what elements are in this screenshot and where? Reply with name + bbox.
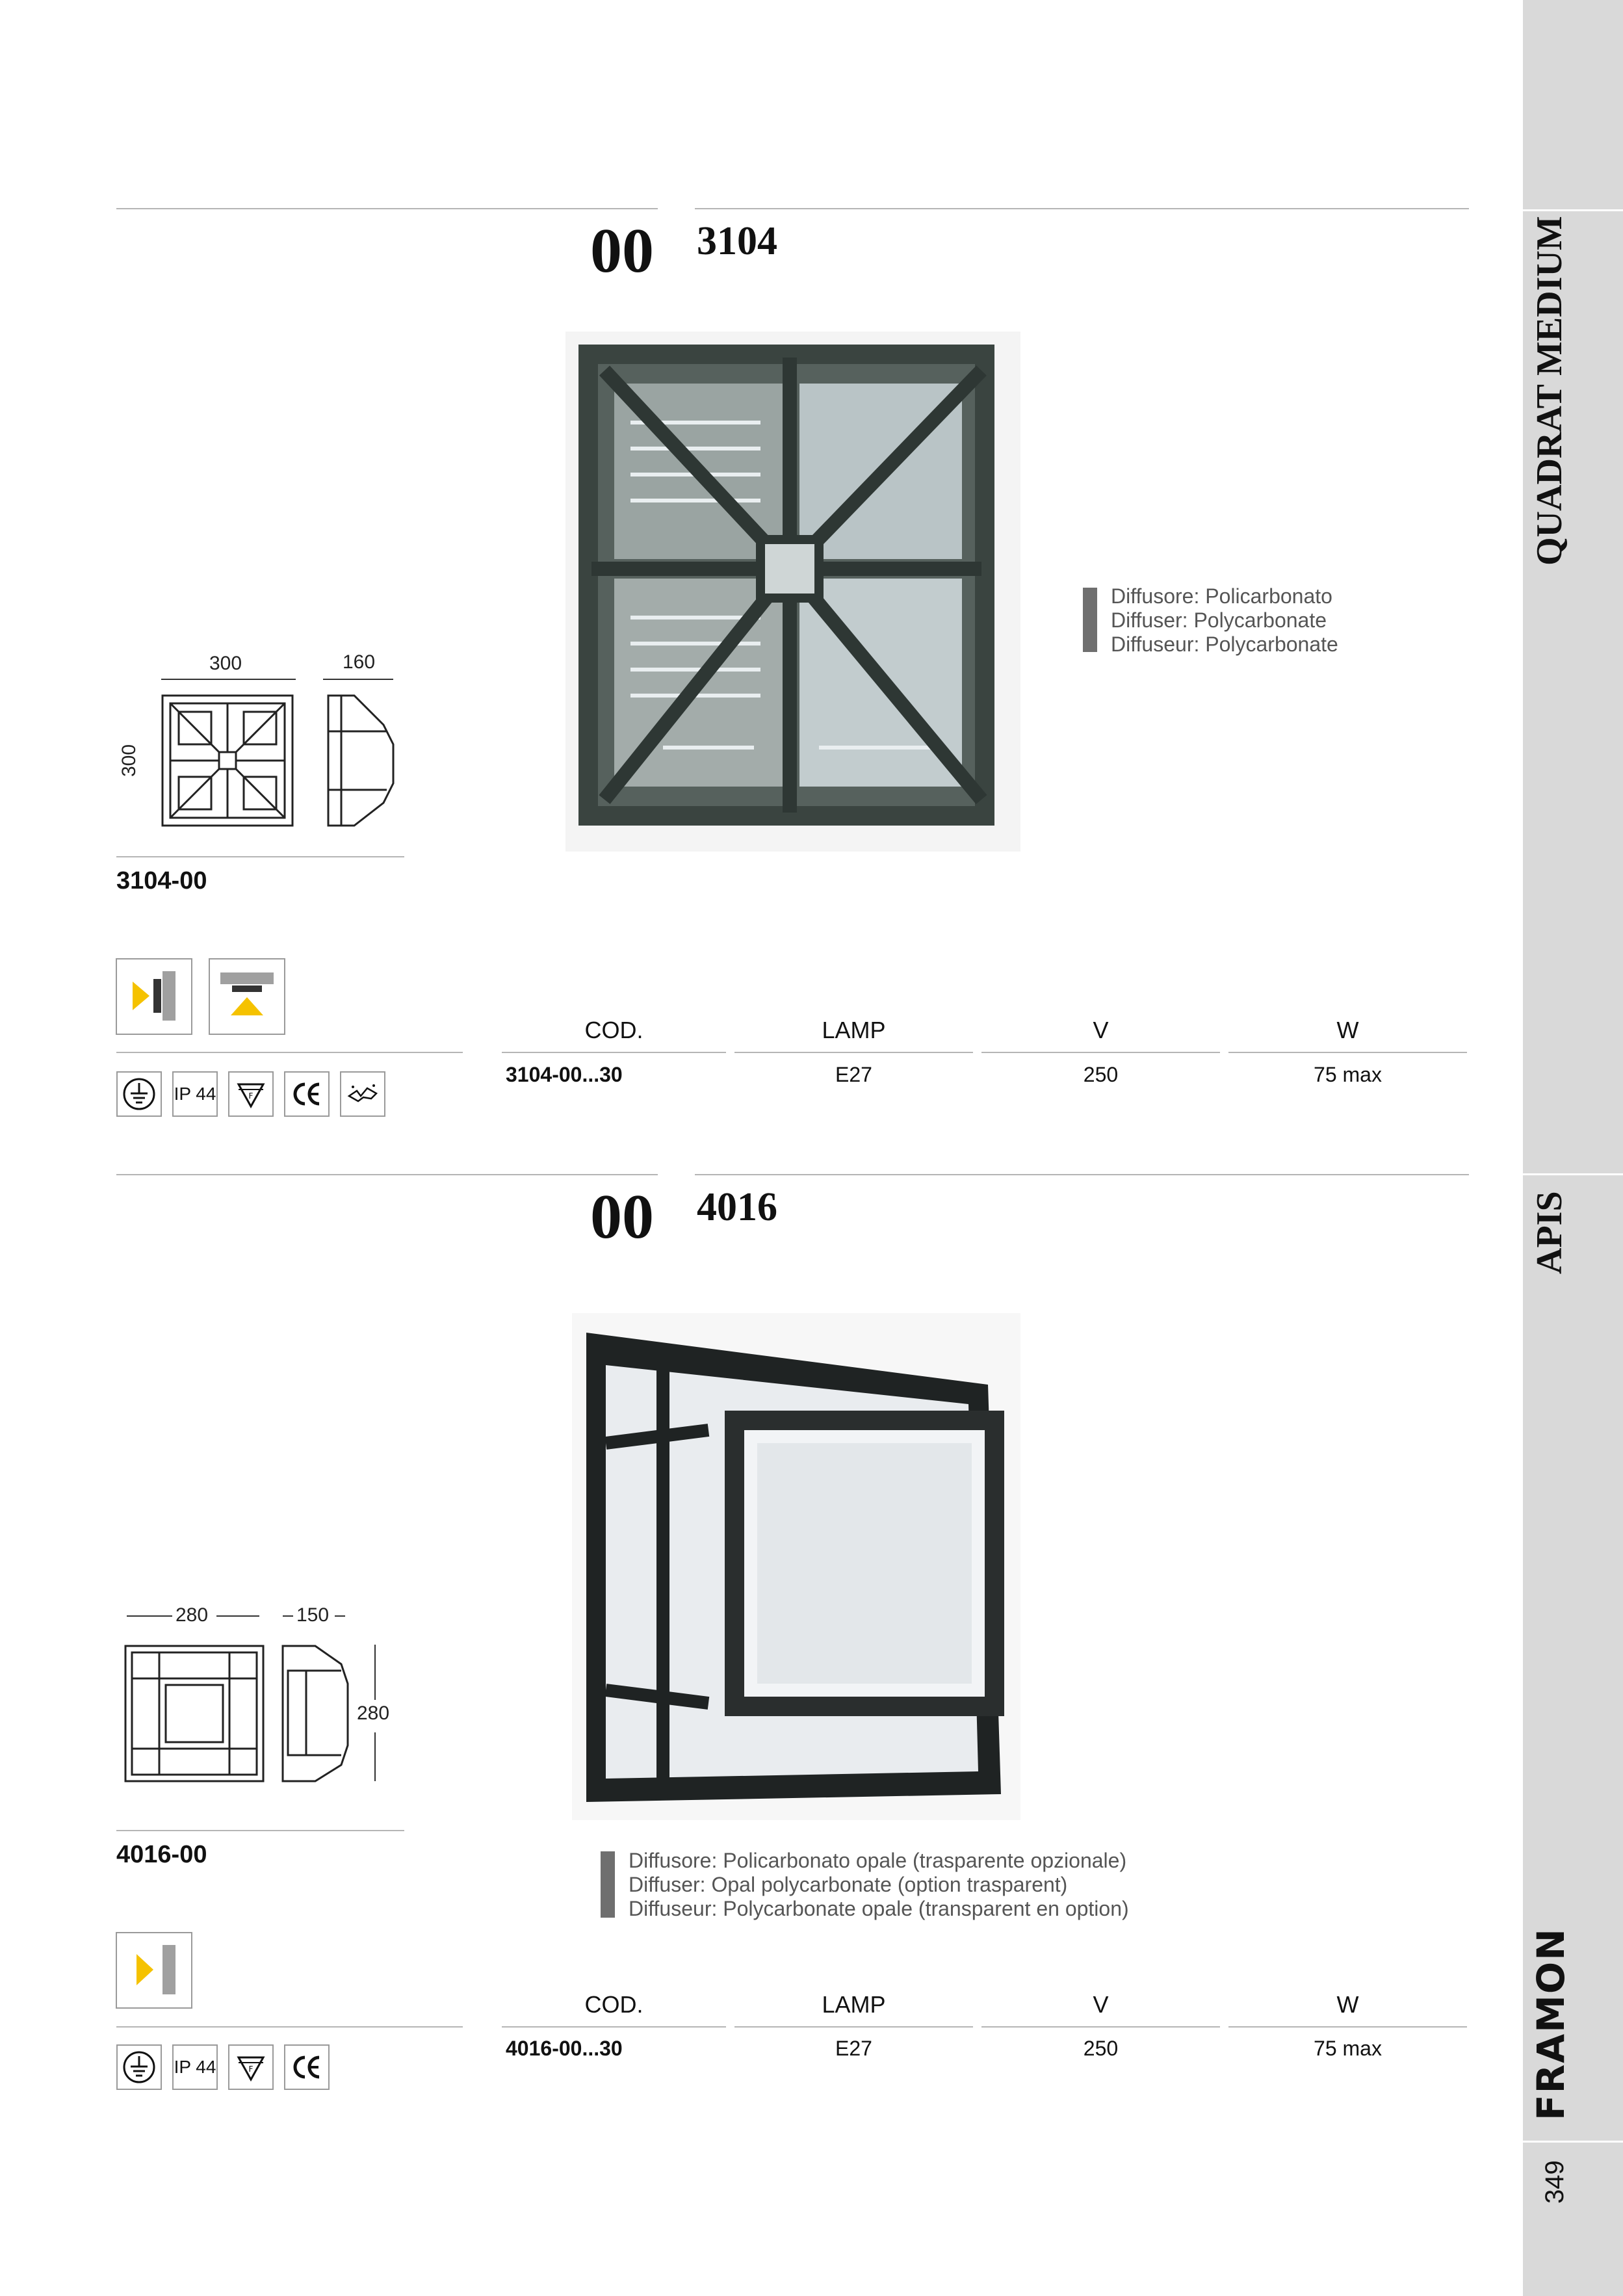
table-cell-cod: 3104-00...30 [506, 1063, 623, 1086]
wall-mount-icon [116, 958, 192, 1035]
series-label-quadrat-medium: QUADRAT MEDIUM [1529, 216, 1570, 566]
table-cell-v: 250 [1083, 1063, 1119, 1086]
technical-drawing-3104 [140, 673, 413, 829]
band-separator [1523, 1173, 1623, 1175]
description-bar [601, 1851, 615, 1918]
table-header-v: V [1093, 1991, 1109, 2018]
earth-ground-icon [116, 2044, 162, 2090]
header-rule-right [695, 208, 1469, 209]
table-header-rule [502, 2026, 726, 2028]
dimension-width: 300 [209, 653, 242, 674]
table-header-rule [981, 2026, 1220, 2028]
svg-text:F: F [248, 2065, 253, 2074]
series-label-apis: APIS [1529, 1191, 1570, 1274]
page-number: 349 [1540, 2160, 1569, 2204]
description-it: Diffusore: Policarbonato [1111, 584, 1332, 608]
description-block [629, 1849, 1129, 1921]
dimension-height: 280 [357, 1702, 390, 1724]
description-en: Diffuser: Opal polycarbonate (option trasparent) [629, 1873, 1068, 1896]
part-code: 3104-00 [116, 867, 207, 894]
table-header-lamp: LAMP [822, 1991, 886, 2018]
flammability-icon [228, 2044, 274, 2090]
brand-logo: FRAMON [1529, 1927, 1573, 2120]
table-header-rule [734, 2026, 973, 2028]
product-photo-3104 [565, 332, 1020, 852]
part-rule [116, 856, 404, 857]
table-header-cod: COD. [584, 1991, 643, 2018]
description-bar [1083, 588, 1097, 652]
table-header-rule [502, 1052, 726, 1053]
table-cell-w: 75 max [1314, 1063, 1382, 1086]
dimension-depth: 150 [296, 1604, 330, 1626]
ce-mark-icon [284, 1071, 330, 1117]
description-fr: Diffuseur: Polycarbonate [1111, 633, 1338, 656]
wall-mount-icon [116, 1932, 192, 2009]
part-rule [116, 1830, 404, 1831]
description-en: Diffuser: Polycarbonate [1111, 608, 1327, 632]
band-separator [1523, 2141, 1623, 2143]
earth-ground-icon [116, 1071, 162, 1117]
part-code: 4016-00 [116, 1841, 207, 1868]
table-header-rule [1228, 1052, 1467, 1053]
impact-resistance-icon [340, 1071, 385, 1117]
ce-mark-icon [284, 2044, 330, 2090]
product-photo-4016 [572, 1313, 1020, 1820]
header-rule-right [695, 1174, 1469, 1175]
icon-rule [116, 1052, 463, 1053]
table-header-w: W [1336, 1017, 1359, 1043]
header-rule-left [116, 1174, 658, 1175]
table-cell-lamp: E27 [835, 1063, 872, 1086]
description-it: Diffusore: Policarbonato opale (trasparente opzionale) [629, 1849, 1127, 1872]
band-separator [1523, 209, 1623, 211]
table-cell-v: 250 [1083, 2037, 1119, 2060]
product-code-title: 3104 [697, 219, 777, 263]
description-fr: Diffuseur: Polycarbonate opale (transparent en option) [629, 1897, 1129, 1920]
svg-text:F: F [248, 1091, 253, 1101]
icon-rule [116, 2026, 463, 2028]
ip-rating-badge: IP 44 [172, 2044, 218, 2090]
ip-rating-badge: IP 44 [172, 1071, 218, 1117]
dimension-height: 300 [118, 744, 140, 777]
dimension-width: 280 [175, 1604, 209, 1626]
table-cell-w: 75 max [1314, 2037, 1382, 2060]
technical-drawing-4016 [120, 1606, 393, 1788]
variant-number: 00 [590, 1182, 654, 1252]
table-header-cod: COD. [584, 1017, 643, 1043]
table-cell-cod: 4016-00...30 [506, 2037, 623, 2060]
table-header-lamp: LAMP [822, 1017, 886, 1043]
table-cell-lamp: E27 [835, 2037, 872, 2060]
ceiling-mount-icon [209, 958, 285, 1035]
table-header-rule [981, 1052, 1220, 1053]
dimension-depth: 160 [343, 651, 376, 673]
flammability-icon [228, 1071, 274, 1117]
table-header-rule [1228, 2026, 1467, 2028]
table-header-w: W [1336, 1991, 1359, 2018]
description-block [1111, 584, 1338, 657]
variant-number: 00 [590, 216, 654, 286]
table-header-rule [734, 1052, 973, 1053]
header-rule-left [116, 208, 658, 209]
table-header-v: V [1093, 1017, 1109, 1043]
product-code-title: 4016 [697, 1185, 777, 1229]
